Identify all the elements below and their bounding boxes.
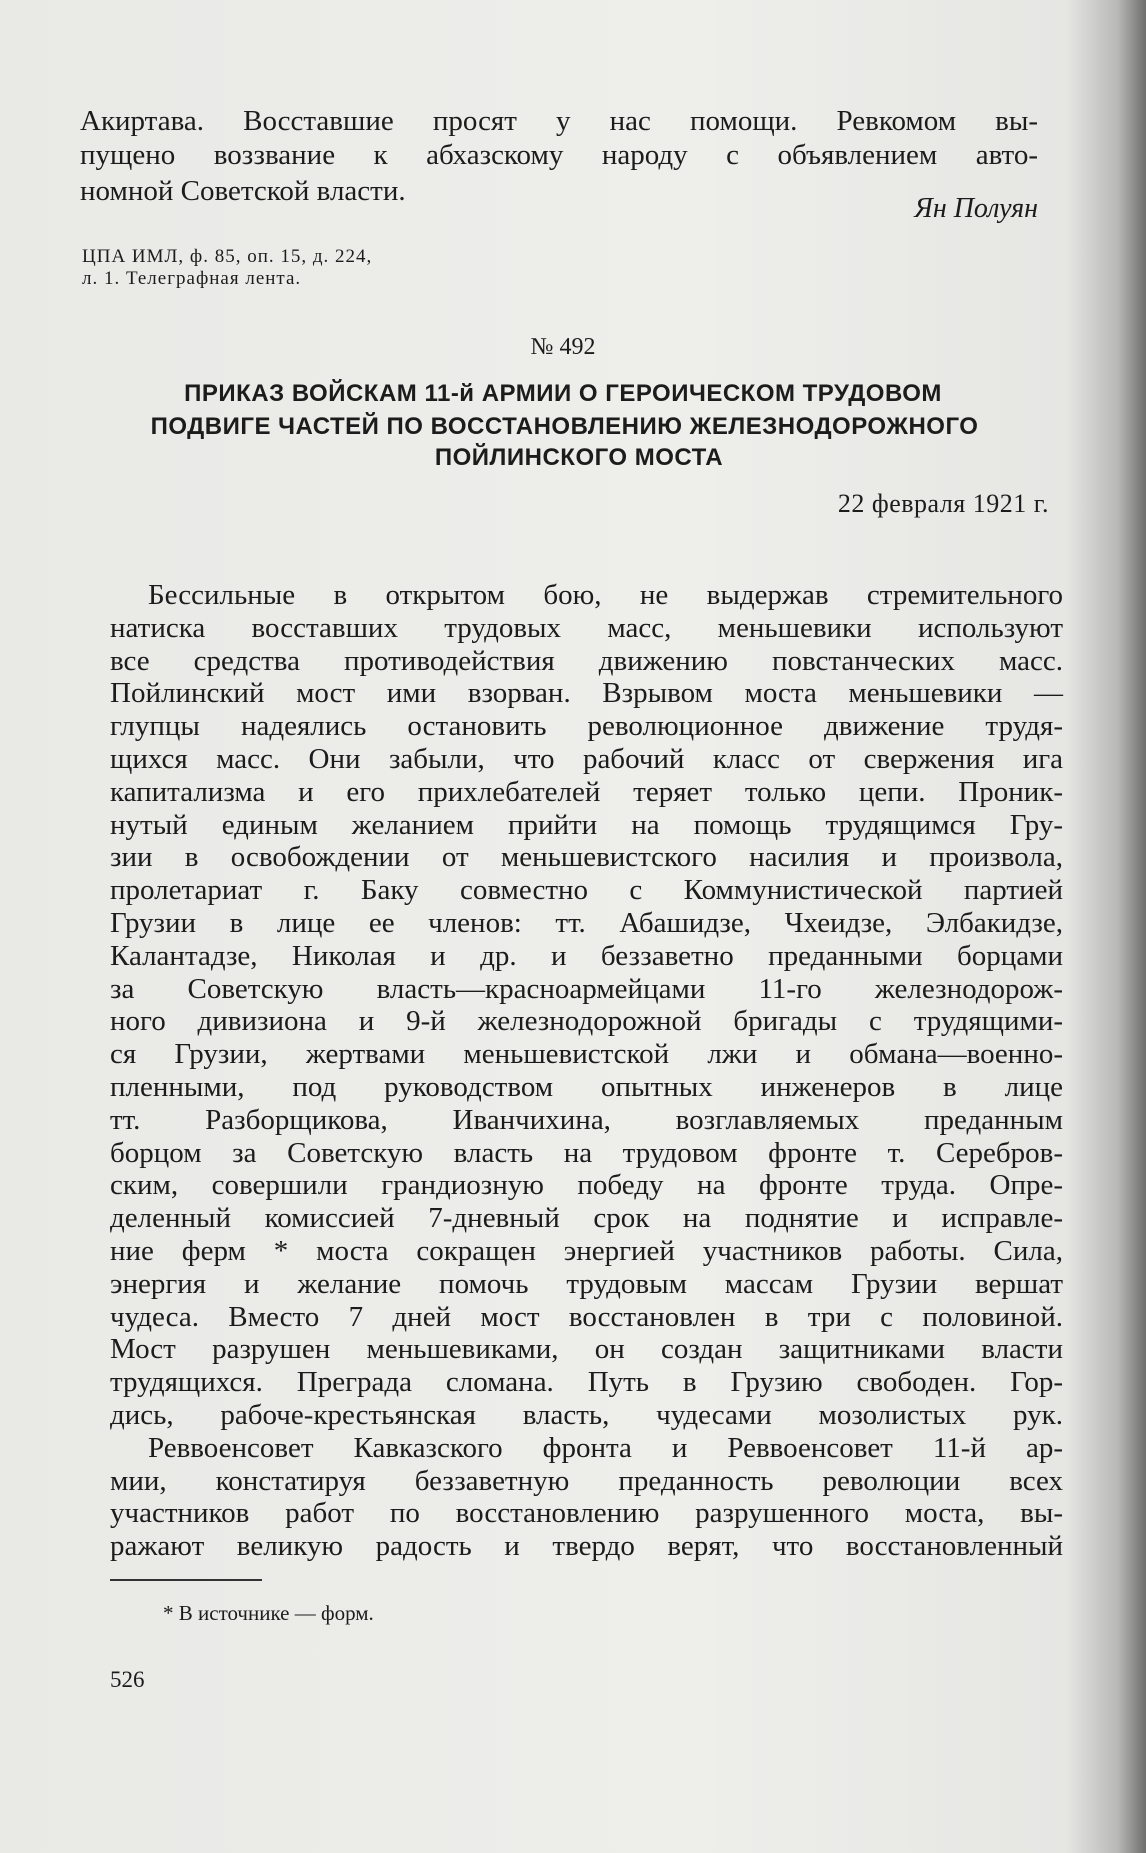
body-line: ражают великую радость и твердо верят, что восстановленный (110, 1530, 1063, 1563)
body-line: энергия и желание помочь трудовым массам Грузии вершат (110, 1267, 1063, 1300)
body-line: Калантадзе, Николая и др. и беззаветно преданными борцами (110, 939, 1063, 972)
body-line: Грузии в лице ее членов: тт. Абашидзе, Чхеидзе, Элбакидзе, (110, 907, 1063, 939)
text-line: Акиртава. Восставшие просят у нас помощи. Ревкомом вы- (80, 105, 1038, 137)
body-line: за Советскую власть—красноармейцами 11-го железнодорож- (110, 972, 1063, 1005)
body-line: мии, констатируя беззаветную преданность революции всех (110, 1464, 1063, 1497)
signature: Ян Полуян (914, 193, 1038, 224)
body-line: Реввоенсовет Кавказского фронта и Реввоенсовет 11-й ар- (148, 1431, 1063, 1464)
archive-source: ЦПА ИМЛ, ф. 85, оп. 15, д. 224, (82, 246, 373, 267)
body-line: глупцы надеялись остановить революционное движение трудя- (110, 710, 1063, 743)
body-line: зии в освобождении от меньшевистского насилия и произвола, (110, 841, 1063, 874)
body-line: пленными, под руководством опытных инженеров в лице (110, 1071, 1063, 1103)
body-line: щихся масс. Они забыли, что рабочий класс от свержения ига (110, 743, 1063, 775)
body-line: ние ферм * моста сокращен энергией участников работы. Сила, (110, 1235, 1063, 1267)
body-line: участников работ по восстановлению разрушенного моста, вы- (110, 1497, 1063, 1530)
body-line: Бессильные в открытом бою, не выдержав стремительного (148, 579, 1063, 611)
text-line: пущено воззвание к абхазскому народу с объявлением авто- (80, 139, 1038, 171)
title-line: ПРИКАЗ ВОЙСКАМ 11-й АРМИИ О ГЕРОИЧЕСКОМ ТРУДОВОМ (184, 380, 942, 407)
body-line: натиска восставших трудовых масс, меньшевики используют (110, 611, 1063, 644)
body-line: борцом за Советскую власть на трудовом фронте т. Серебров- (110, 1136, 1063, 1169)
body-line: деленный комиссией 7-дневный срок на поднятие и исправле- (110, 1202, 1063, 1235)
body-line: чудеса. Вместо 7 дней мост восстановлен в три с половиной. (110, 1300, 1063, 1333)
page-number: 526 (110, 1667, 145, 1692)
body-line: ся Грузии, жертвами меньшевистской лжи и обмана—военно- (110, 1038, 1063, 1071)
body-line: дись, рабоче-крестьянская власть, чудесами мозолистых рук. (110, 1399, 1063, 1431)
body-line: нутый единым желанием прийти на помощь трудящимся Гру- (110, 808, 1063, 841)
body-line: капитализма и его прихлебателей теряет только цепи. Проник- (110, 775, 1063, 808)
body-line: пролетариат г. Баку совместно с Коммунистической партией (110, 874, 1063, 907)
text-line: номной Советской власти. (80, 175, 406, 207)
body-line: тт. Разборщикова, Иванчихина, возглавляемых преданным (110, 1103, 1063, 1136)
title-line: ПОЙЛИНСКОГО МОСТА (434, 444, 724, 471)
document-date: 22 февраля 1921 г. (837, 489, 1049, 518)
title-line: ПОДВИГЕ ЧАСТЕЙ ПО ВОССТАНОВЛЕНИЮ ЖЕЛЕЗНОДОРОЖНОГО (150, 413, 979, 440)
footnote: * В источнике — форм. (163, 1601, 374, 1625)
document-number: № 492 (530, 334, 596, 360)
body-line: Пойлинский мост ими взорван. Взрывом моста меньшевики — (110, 677, 1063, 710)
body-line: ским, совершили грандиозную победу на фронте труда. Опре- (110, 1169, 1063, 1202)
body-line: Мост разрушен меньшевиками, он создан защитниками власти (110, 1333, 1063, 1366)
body-line: трудящихся. Преграда сломана. Путь в Грузию свободен. Гор- (110, 1366, 1063, 1399)
body-line: все средства противодействия движению повстанческих масс. (110, 644, 1063, 677)
body-line: ного дивизиона и 9-й железнодорожной бригады с трудящими- (110, 1005, 1063, 1038)
footnote-divider (110, 1579, 262, 1581)
archive-source: л. 1. Телеграфная лента. (82, 268, 302, 289)
